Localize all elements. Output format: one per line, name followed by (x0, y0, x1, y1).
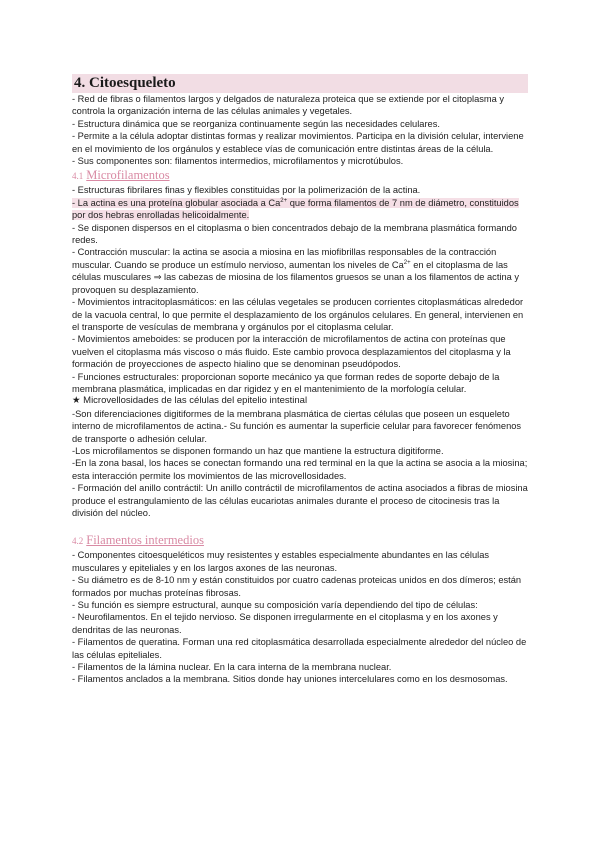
document-content (72, 74, 528, 686)
filamentos-paragraph-6: - Filamentos de la lámina nuclear. En la cara interna de la membrana nuclear. (72, 662, 392, 673)
subsection-heading-filamentos-intermedios (72, 532, 528, 549)
superscript: 2+ (280, 197, 288, 204)
subsection-number: 4.1 (72, 171, 84, 182)
intro-paragraph-3: - Permite a la célula adoptar distintas formas y realizar movimientos. Participa en la división celular, interviene en el movimiento de los orgánulos y establece vías de comunicación entre distintas áreas de la célula. (72, 131, 524, 154)
microfilamentos-paragraph-1: - Estructuras fibrilares finas y flexibles constituidas por la polimerización de la actina. (72, 185, 421, 196)
star-subheading: ★ Microvellosidades de las células del epitelio intestinal (72, 395, 308, 407)
intro-paragraph-1: - Red de fibras o filamentos largos y delgados de naturaleza proteica que se extiende por el citoplasma y controla la organización interna de las células animales y vegetales. (72, 94, 505, 117)
text-run: en el citoplasma de las células musculares ⇒ las cabezas de miosina de los filamentos gruesos se unan a los filamentos de actina y provoquen su desplazamiento. (72, 259, 520, 295)
section-heading: 4. Citoesqueleto (72, 74, 528, 93)
filamentos-paragraph-3: - Su función es siempre estructural, aunque su composición varía dependiendo del tipo de células: (72, 600, 478, 611)
intro-paragraph-2: - Estructura dinámica que se reorganiza continuamente según las necesidades celulares. (72, 118, 440, 129)
microfilamentos-paragraph-7: - Funciones estructurales: proporcionan soporte mecánico ya que forman redes de soporte debajo de la membrana plasmática, implicadas en dar rigidez y en el mantenimiento de la morfología celular. (72, 371, 500, 394)
intro-paragraph-4: - Sus componentes son: filamentos intermedios, microfilamentos y microtúbulos. (72, 156, 404, 167)
microfilamentos-paragraph-4 (72, 246, 528, 296)
subsection-number: 4.2 (72, 536, 84, 547)
microfilamentos-paragraph-2 (72, 197, 528, 222)
filamentos-paragraph-4: - Neurofilamentos. En el tejido nervioso. Se disponen irregularmente en el citoplasma y en los axones y dendritas de las neuronas. (72, 612, 498, 635)
filamentos-paragraph-7: - Filamentos anclados a la membrana. Sitios donde hay uniones intercelulares como en los desmosomas. (72, 674, 508, 685)
microfilamentos-paragraph-5: - Movimientos intracitoplasmáticos: en las células vegetales se producen corrientes citoplasmáticas alrededor de la vacuola central, lo que permite el desplazamiento de los orgánulos celulares. En general, intervienen en el transporte de vesículas de membrana y orgánulos por el citoplasma celular. (72, 297, 524, 332)
subsection-title: Microfilamentos (86, 168, 170, 183)
filamentos-paragraph-2: - Su diámetro es de 8-10 nm y están constituidos por cuatro cadenas proteicas unidos en dos dímeros; están formados por muchas proteínas fibrosas. (72, 575, 522, 598)
superscript: 2+ (403, 259, 411, 266)
spacer (72, 519, 528, 532)
subsection-title: Filamentos intermedios (86, 533, 204, 548)
text-run: - Contracción muscular: la actina se asocia a miosina en las miofibrillas responsables de la contracción muscular. Cuando se produce un estímulo nervioso, aumentan los niveles de Ca (72, 247, 497, 270)
text-run: - La actina es una proteína globular asociada a Ca (72, 197, 281, 208)
microvellosidades-paragraph-1: -Son diferenciaciones digitiformes de la membrana plasmática de ciertas células que poseen un esqueleto interno de microfilamentos de actina.- Su función es aumentar la superficie celular para favorecer fenómenos de transporte o adhesión celular. (72, 408, 522, 444)
microfilamentos-paragraph-8: - Formación del anillo contráctil: Un anillo contráctil de microfilamentos de actina asociados a fibras de miosina produce el estrangulamiento de las células eucariotas animales durante el proceso de citocinesis tras la división del núcleo. (72, 483, 528, 518)
text-run: que forma filamentos de 7 nm de diámetro, constituidos por dos hebras enrolladas helicoidalmente. (72, 197, 519, 221)
filamentos-paragraph-5: - Filamentos de queratina. Forman una red citoplasmática desarrollada especialmente alrededor del núcleo de las células epiteliales. (72, 637, 527, 660)
microfilamentos-paragraph-6: - Movimientos ameboides: se producen por la interacción de microfilamentos de actina con proteínas que vuelven el citoplasma más viscoso o más fluido. Este cambio provoca desplazamientos del citoplasma y la formación de proyecciones de aspecto hialino que se denominan pseudópodos. (72, 334, 511, 370)
microvellosidades-paragraph-2: -Los microfilamentos se disponen formando un haz que mantiene la estructura digitiforme. (72, 445, 444, 456)
microvellosidades-paragraph-3: -En la zona basal, los haces se conectan formando una red terminal en la que la actina se asocia a la miosina; esta interacción permite los movimientos de las microvellosidades. (72, 458, 528, 481)
filamentos-paragraph-1: - Componentes citoesqueléticos muy resistentes y estables especialmente abundantes en las células musculares y epiteliales y en los largos axones de las neuronas. (72, 550, 490, 573)
highlighted-text (72, 198, 519, 220)
subsection-heading-microfilamentos (72, 167, 528, 184)
microfilamentos-paragraph-3: - Se disponen dispersos en el citoplasma o bien concentrados debajo de la membrana plasmática formando redes. (72, 222, 517, 246)
